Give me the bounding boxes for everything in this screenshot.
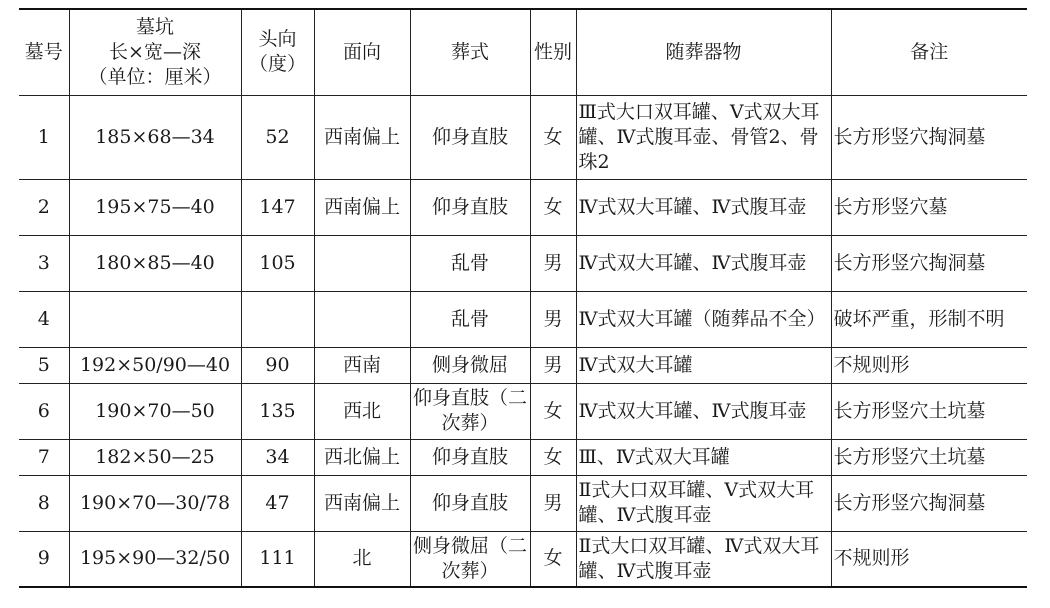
cell-sex: 女	[530, 383, 576, 439]
cell-head-direction: 52	[241, 95, 314, 179]
cell-pit-size: 185×68—34	[69, 95, 241, 179]
cell-goods: Ⅱ式大口双耳罐、Ⅳ式双大耳罐、Ⅳ式腹耳壶	[576, 531, 831, 587]
cell-face: 西南偏上	[314, 475, 410, 531]
cell-burial: 仰身直肢	[410, 475, 530, 531]
cell-pit-size: 182×50—25	[69, 439, 241, 475]
cell-tomb-no: 5	[19, 347, 69, 383]
cell-tomb-no: 9	[19, 531, 69, 587]
cell-pit-size: 195×90—32/50	[69, 531, 241, 587]
cell-sex: 男	[530, 475, 576, 531]
cell-tomb-no: 3	[19, 235, 69, 291]
cell-face: 西南	[314, 347, 410, 383]
table-row	[19, 439, 1027, 475]
cell-goods: Ⅲ式大口双耳罐、Ⅴ式双大耳罐、Ⅳ式腹耳壶、骨管2、骨珠2	[576, 95, 831, 179]
cell-goods: Ⅳ式双大耳罐（随葬品不全）	[576, 291, 831, 347]
cell-face: 北	[314, 531, 410, 587]
cell-burial: 侧身微屈	[410, 347, 530, 383]
header-face: 面向	[314, 9, 410, 95]
header-pit	[69, 9, 241, 95]
cell-burial: 仰身直肢	[410, 439, 530, 475]
table-row	[19, 179, 1027, 235]
cell-sex: 女	[530, 179, 576, 235]
cell-note: 长方形竖穴掏洞墓	[831, 235, 1027, 291]
cell-sex: 女	[530, 531, 576, 587]
table-row	[19, 531, 1027, 587]
cell-burial: 仰身直肢	[410, 95, 530, 179]
cell-head-direction: 105	[241, 235, 314, 291]
cell-pit-size	[69, 291, 241, 347]
cell-sex: 女	[530, 95, 576, 179]
cell-goods: Ⅳ式双大耳罐、Ⅳ式腹耳壶	[576, 235, 831, 291]
cell-goods: Ⅱ式大口双耳罐、Ⅴ式双大耳罐、Ⅳ式腹耳壶	[576, 475, 831, 531]
table-row	[19, 95, 1027, 179]
cell-sex: 男	[530, 291, 576, 347]
cell-tomb-no: 1	[19, 95, 69, 179]
cell-head-direction: 90	[241, 347, 314, 383]
table-row	[19, 347, 1027, 383]
cell-face	[314, 235, 410, 291]
cell-burial: 仰身直肢（二次葬）	[410, 383, 530, 439]
cell-head-direction: 135	[241, 383, 314, 439]
header-tomb-no: 墓号	[19, 9, 69, 95]
cell-burial: 仰身直肢	[410, 179, 530, 235]
cell-face	[314, 291, 410, 347]
header-pit-line3: （单位：厘米）	[88, 65, 222, 88]
cell-head-direction: 147	[241, 179, 314, 235]
cell-goods: Ⅳ式双大耳罐、Ⅳ式腹耳壶	[576, 179, 831, 235]
cell-head-direction	[241, 291, 314, 347]
cell-head-direction: 34	[241, 439, 314, 475]
cell-note: 长方形竖穴墓	[831, 179, 1027, 235]
header-row	[19, 9, 1027, 95]
cell-pit-size: 195×75—40	[69, 179, 241, 235]
table-row	[19, 235, 1027, 291]
header-head-line2: （度）	[248, 53, 306, 76]
cell-pit-size: 192×50/90—40	[69, 347, 241, 383]
header-sex: 性别	[530, 9, 576, 95]
header-pit-line1: 墓坑	[135, 15, 174, 38]
cell-note: 不规则形	[831, 347, 1027, 383]
cell-note: 长方形竖穴土坑墓	[831, 383, 1027, 439]
table-row	[19, 291, 1027, 347]
cell-burial: 乱骨	[410, 291, 530, 347]
cell-note: 长方形竖穴土坑墓	[831, 439, 1027, 475]
cell-note: 长方形竖穴掏洞墓	[831, 475, 1027, 531]
cell-goods: Ⅳ式双大耳罐、Ⅳ式腹耳壶	[576, 383, 831, 439]
cell-head-direction: 111	[241, 531, 314, 587]
cell-tomb-no: 6	[19, 383, 69, 439]
cell-tomb-no: 8	[19, 475, 69, 531]
cell-tomb-no: 7	[19, 439, 69, 475]
table-row	[19, 475, 1027, 531]
cell-face: 西南偏上	[314, 95, 410, 179]
header-head-direction	[241, 9, 314, 95]
cell-burial: 侧身微屈（二次葬）	[410, 531, 530, 587]
tomb-table	[19, 8, 1027, 588]
header-pit-line2: 长×宽—深	[109, 40, 201, 63]
cell-pit-size: 190×70—30/78	[69, 475, 241, 531]
cell-face: 西南偏上	[314, 179, 410, 235]
cell-note: 长方形竖穴掏洞墓	[831, 95, 1027, 179]
cell-tomb-no: 4	[19, 291, 69, 347]
table-row	[19, 383, 1027, 439]
cell-goods: Ⅲ、Ⅳ式双大耳罐	[576, 439, 831, 475]
header-goods: 随葬器物	[576, 9, 831, 95]
cell-sex: 女	[530, 439, 576, 475]
cell-note: 破坏严重，形制不明	[831, 291, 1027, 347]
cell-face: 西北	[314, 383, 410, 439]
cell-note: 不规则形	[831, 531, 1027, 587]
cell-tomb-no: 2	[19, 179, 69, 235]
cell-head-direction: 47	[241, 475, 314, 531]
cell-sex: 男	[530, 235, 576, 291]
cell-goods: Ⅳ式双大耳罐	[576, 347, 831, 383]
table-body	[19, 95, 1027, 587]
cell-sex: 男	[530, 347, 576, 383]
cell-pit-size: 190×70—50	[69, 383, 241, 439]
cell-face: 西北偏上	[314, 439, 410, 475]
cell-burial: 乱骨	[410, 235, 530, 291]
cell-pit-size: 180×85—40	[69, 235, 241, 291]
header-note: 备注	[831, 9, 1027, 95]
header-head-line1: 头向	[258, 28, 297, 51]
header-burial: 葬式	[410, 9, 530, 95]
